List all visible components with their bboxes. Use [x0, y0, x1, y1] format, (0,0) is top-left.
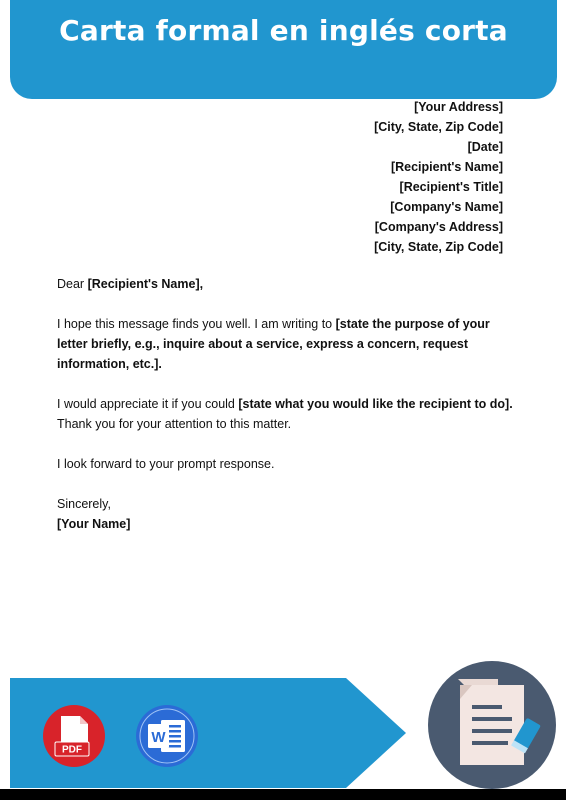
salutation-prefix: Dear	[57, 277, 88, 291]
bottom-bar	[0, 789, 566, 800]
salutation-name: [Recipient's Name],	[87, 277, 204, 291]
paragraph-purpose-text: I hope this message finds you well. I am writing to	[57, 317, 336, 331]
word-download-icon[interactable]	[135, 704, 199, 768]
word-label: W	[151, 729, 166, 746]
paragraph-request-text: I would appreciate it if you could	[57, 397, 239, 411]
header-banner	[10, 0, 557, 99]
company-city-line: [City, State, Zip Code]	[374, 240, 503, 254]
paragraph-purpose	[57, 314, 517, 374]
address-block	[374, 97, 503, 257]
paragraph-request	[57, 394, 517, 434]
recipient-title-line: [Recipient's Title]	[399, 180, 503, 194]
document-edit-icon	[428, 661, 556, 789]
page-title: Carta formal en inglés corta	[59, 14, 508, 47]
paragraph-closing-remark: I look forward to your prompt response.	[57, 457, 275, 471]
pdf-download-icon[interactable]	[42, 704, 106, 768]
date-line: [Date]	[467, 140, 503, 154]
closing-block	[57, 494, 517, 534]
company-address-line: [Company's Address]	[374, 220, 503, 234]
letter-body	[57, 274, 517, 554]
sender-address-line: [Your Address]	[414, 100, 503, 114]
sender-city-line: [City, State, Zip Code]	[374, 120, 503, 134]
recipient-name-line: [Recipient's Name]	[390, 160, 503, 174]
signature: [Your Name]	[57, 517, 131, 531]
paragraph-request-tail: Thank you for your attention to this matter.	[57, 417, 292, 431]
paragraph-request-placeholder: [state what you would like the recipient to do].	[238, 397, 513, 411]
closing: Sincerely,	[57, 497, 111, 511]
paragraph-purpose-placeholder: [state the purpose of your letter briefly, e.g., inquire about a service, express a concern, request information, etc.].	[57, 317, 490, 371]
salutation	[57, 274, 517, 294]
company-name-line: [Company's Name]	[390, 200, 503, 214]
pdf-label: PDF	[62, 744, 82, 756]
